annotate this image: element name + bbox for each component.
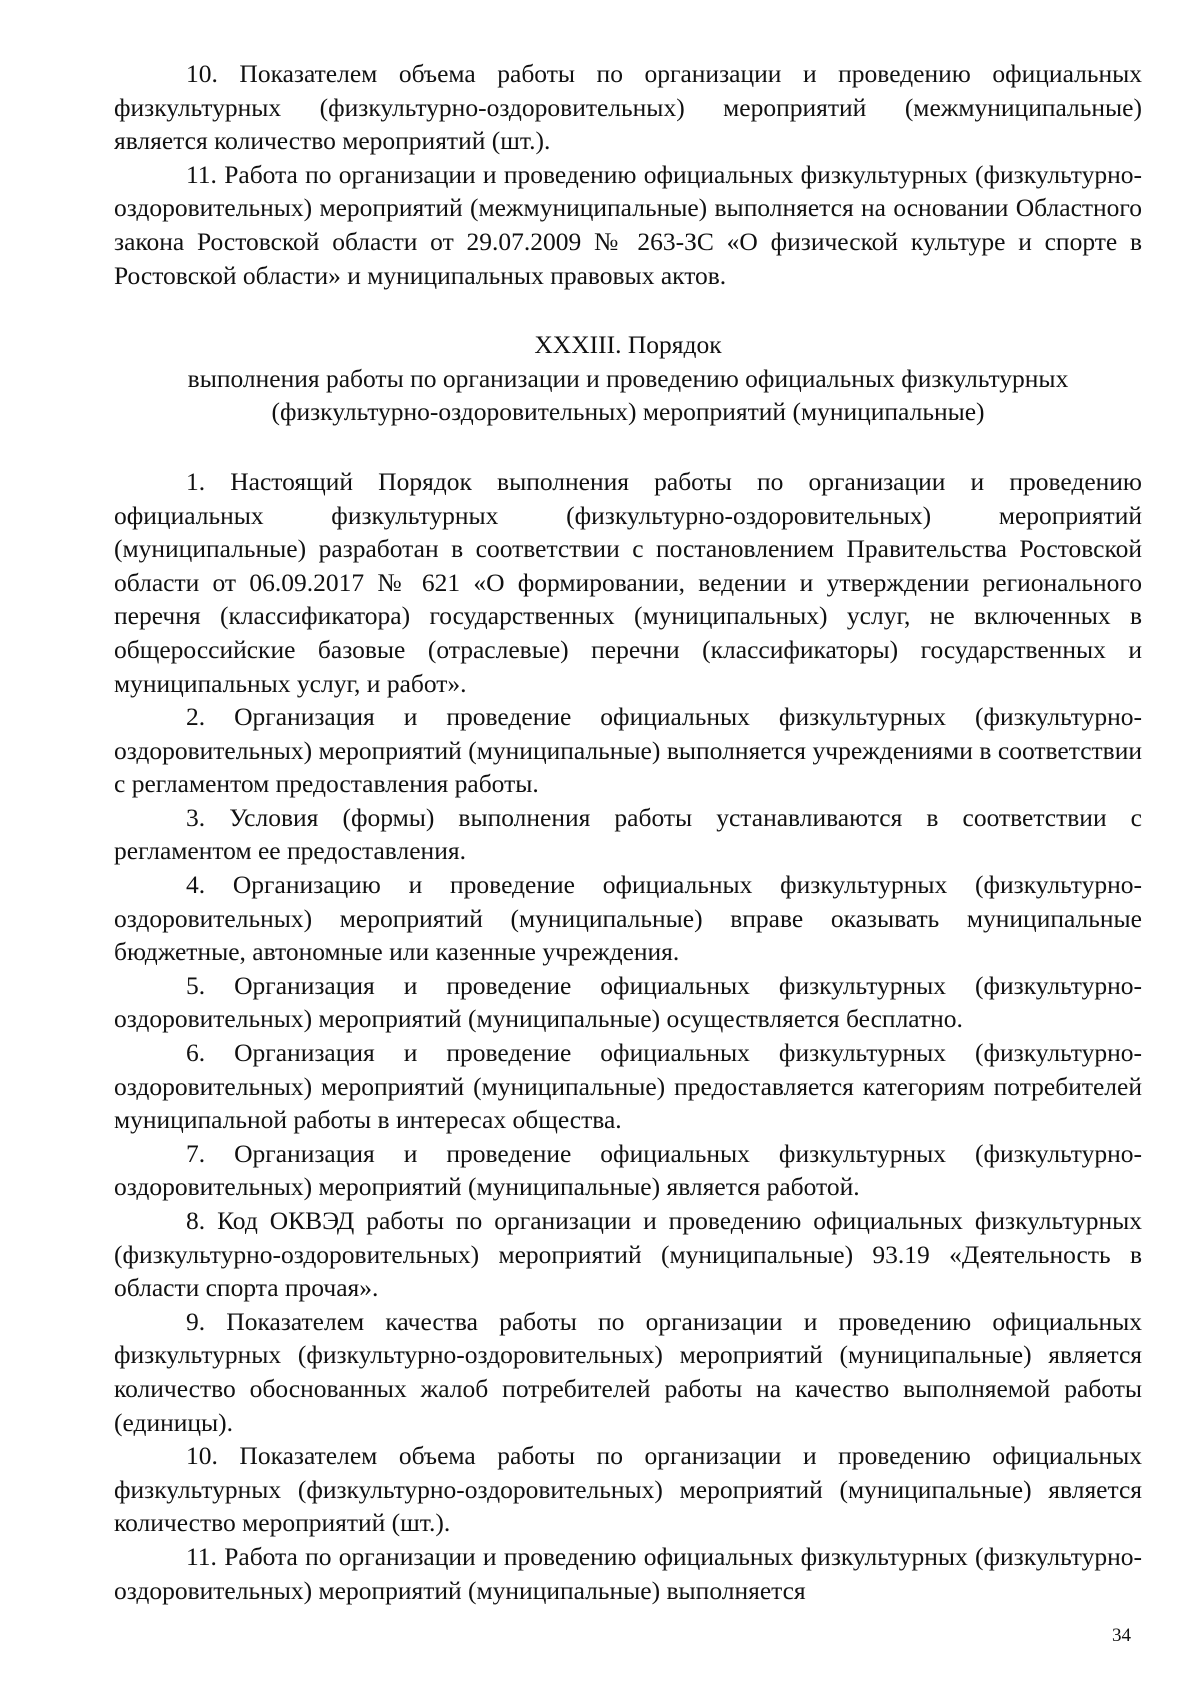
document-page bbox=[114, 57, 1142, 1607]
section-subtitle-line1: выполнения работы по организации и проведению официальных физкультурных bbox=[187, 363, 1069, 393]
section-heading bbox=[114, 328, 1142, 429]
paragraph-6: 6. Организация и проведение официальных физкультурных (физкультурно-оздоровительных) мероприятий (муниципальные) предоставляется категориям потребителей муниципальной работы в интересах общества. bbox=[114, 1038, 1142, 1135]
paragraph-5: 5. Организация и проведение официальных физкультурных (физкультурно-оздоровительных) мероприятий (муниципальные) осуществляется бесплатно. bbox=[114, 970, 1142, 1034]
paragraph-11: 11. Работа по организации и проведению официальных физкультурных (физкультурно-оздоровительных) мероприятий (муниципальные) выполняется bbox=[114, 1541, 1142, 1605]
paragraph-7: 7. Организация и проведение официальных физкультурных (физкультурно-оздоровительных) мероприятий (муниципальные) является работой. bbox=[114, 1138, 1142, 1202]
paragraph-11-interregional: 11. Работа по организации и проведению официальных физкультурных (физкультурно-оздоровительных) мероприятий (межмуниципальные) выполняется на основании Областного закона Ростовской области от 29.07.2009 № 263-ЗС «О физической культуре и спорте в Ростовской области» и муниципальных правовых актов. bbox=[114, 159, 1142, 290]
paragraph-9: 9. Показателем качества работы по организации и проведению официальных физкультурных (физкультурно-оздоровительных) мероприятий (муниципальные) является количество обоснованных жалоб потребителей работы на качество выполняемой работы (единицы). bbox=[114, 1306, 1142, 1437]
paragraph-4: 4. Организацию и проведение официальных физкультурных (физкультурно-оздоровительных) мероприятий (муниципальные) вправе оказывать муниципальные бюджетные, автономные или казенные учреждения. bbox=[114, 870, 1142, 967]
paragraph-3: 3. Условия (формы) выполнения работы устанавливаются в соответствии с регламентом ее предоставления. bbox=[114, 802, 1142, 866]
paragraph-1: 1. Настоящий Порядок выполнения работы по организации и проведению официальных физкультурных (физкультурно-оздоровительных) мероприятий (муниципальные) разработан в соответствии с постановлением Правительства Ростовской области от 06.09.2017 № 621 «О формировании, ведении и утверждении регионального перечня (классификатора) государственных (муниципальных) услуг, не включенных в общероссийские базовые (отраслевые) перечни (классификаторы) государственных и муниципальных услуг, и работ». bbox=[114, 466, 1142, 698]
paragraph-10-interregional: 10. Показателем объема работы по организации и проведению официальных физкультурных (физкультурно-оздоровительных) мероприятий (межмуниципальные) является количество мероприятий (шт.). bbox=[114, 59, 1142, 156]
section-title: XXXIII. Порядок bbox=[534, 330, 722, 360]
paragraph-2: 2. Организация и проведение официальных физкультурных (физкультурно-оздоровительных) мероприятий (муниципальные) выполняется учреждениями в соответствии с регламентом предоставления работы. bbox=[114, 702, 1142, 799]
section-subtitle-line2: (физкультурно-оздоровительных) мероприятий (муниципальные) bbox=[271, 397, 985, 427]
paragraph-10: 10. Показателем объема работы по организации и проведению официальных физкультурных (физкультурно-оздоровительных) мероприятий (муниципальные) является количество мероприятий (шт.). bbox=[114, 1441, 1142, 1538]
paragraph-8: 8. Код ОКВЭД работы по организации и проведению официальных физкультурных (физкультурно-оздоровительных) мероприятий (муниципальные) 93.19 «Деятельность в области спорта прочая». bbox=[114, 1206, 1142, 1303]
page-number: 34 bbox=[1112, 1625, 1131, 1646]
